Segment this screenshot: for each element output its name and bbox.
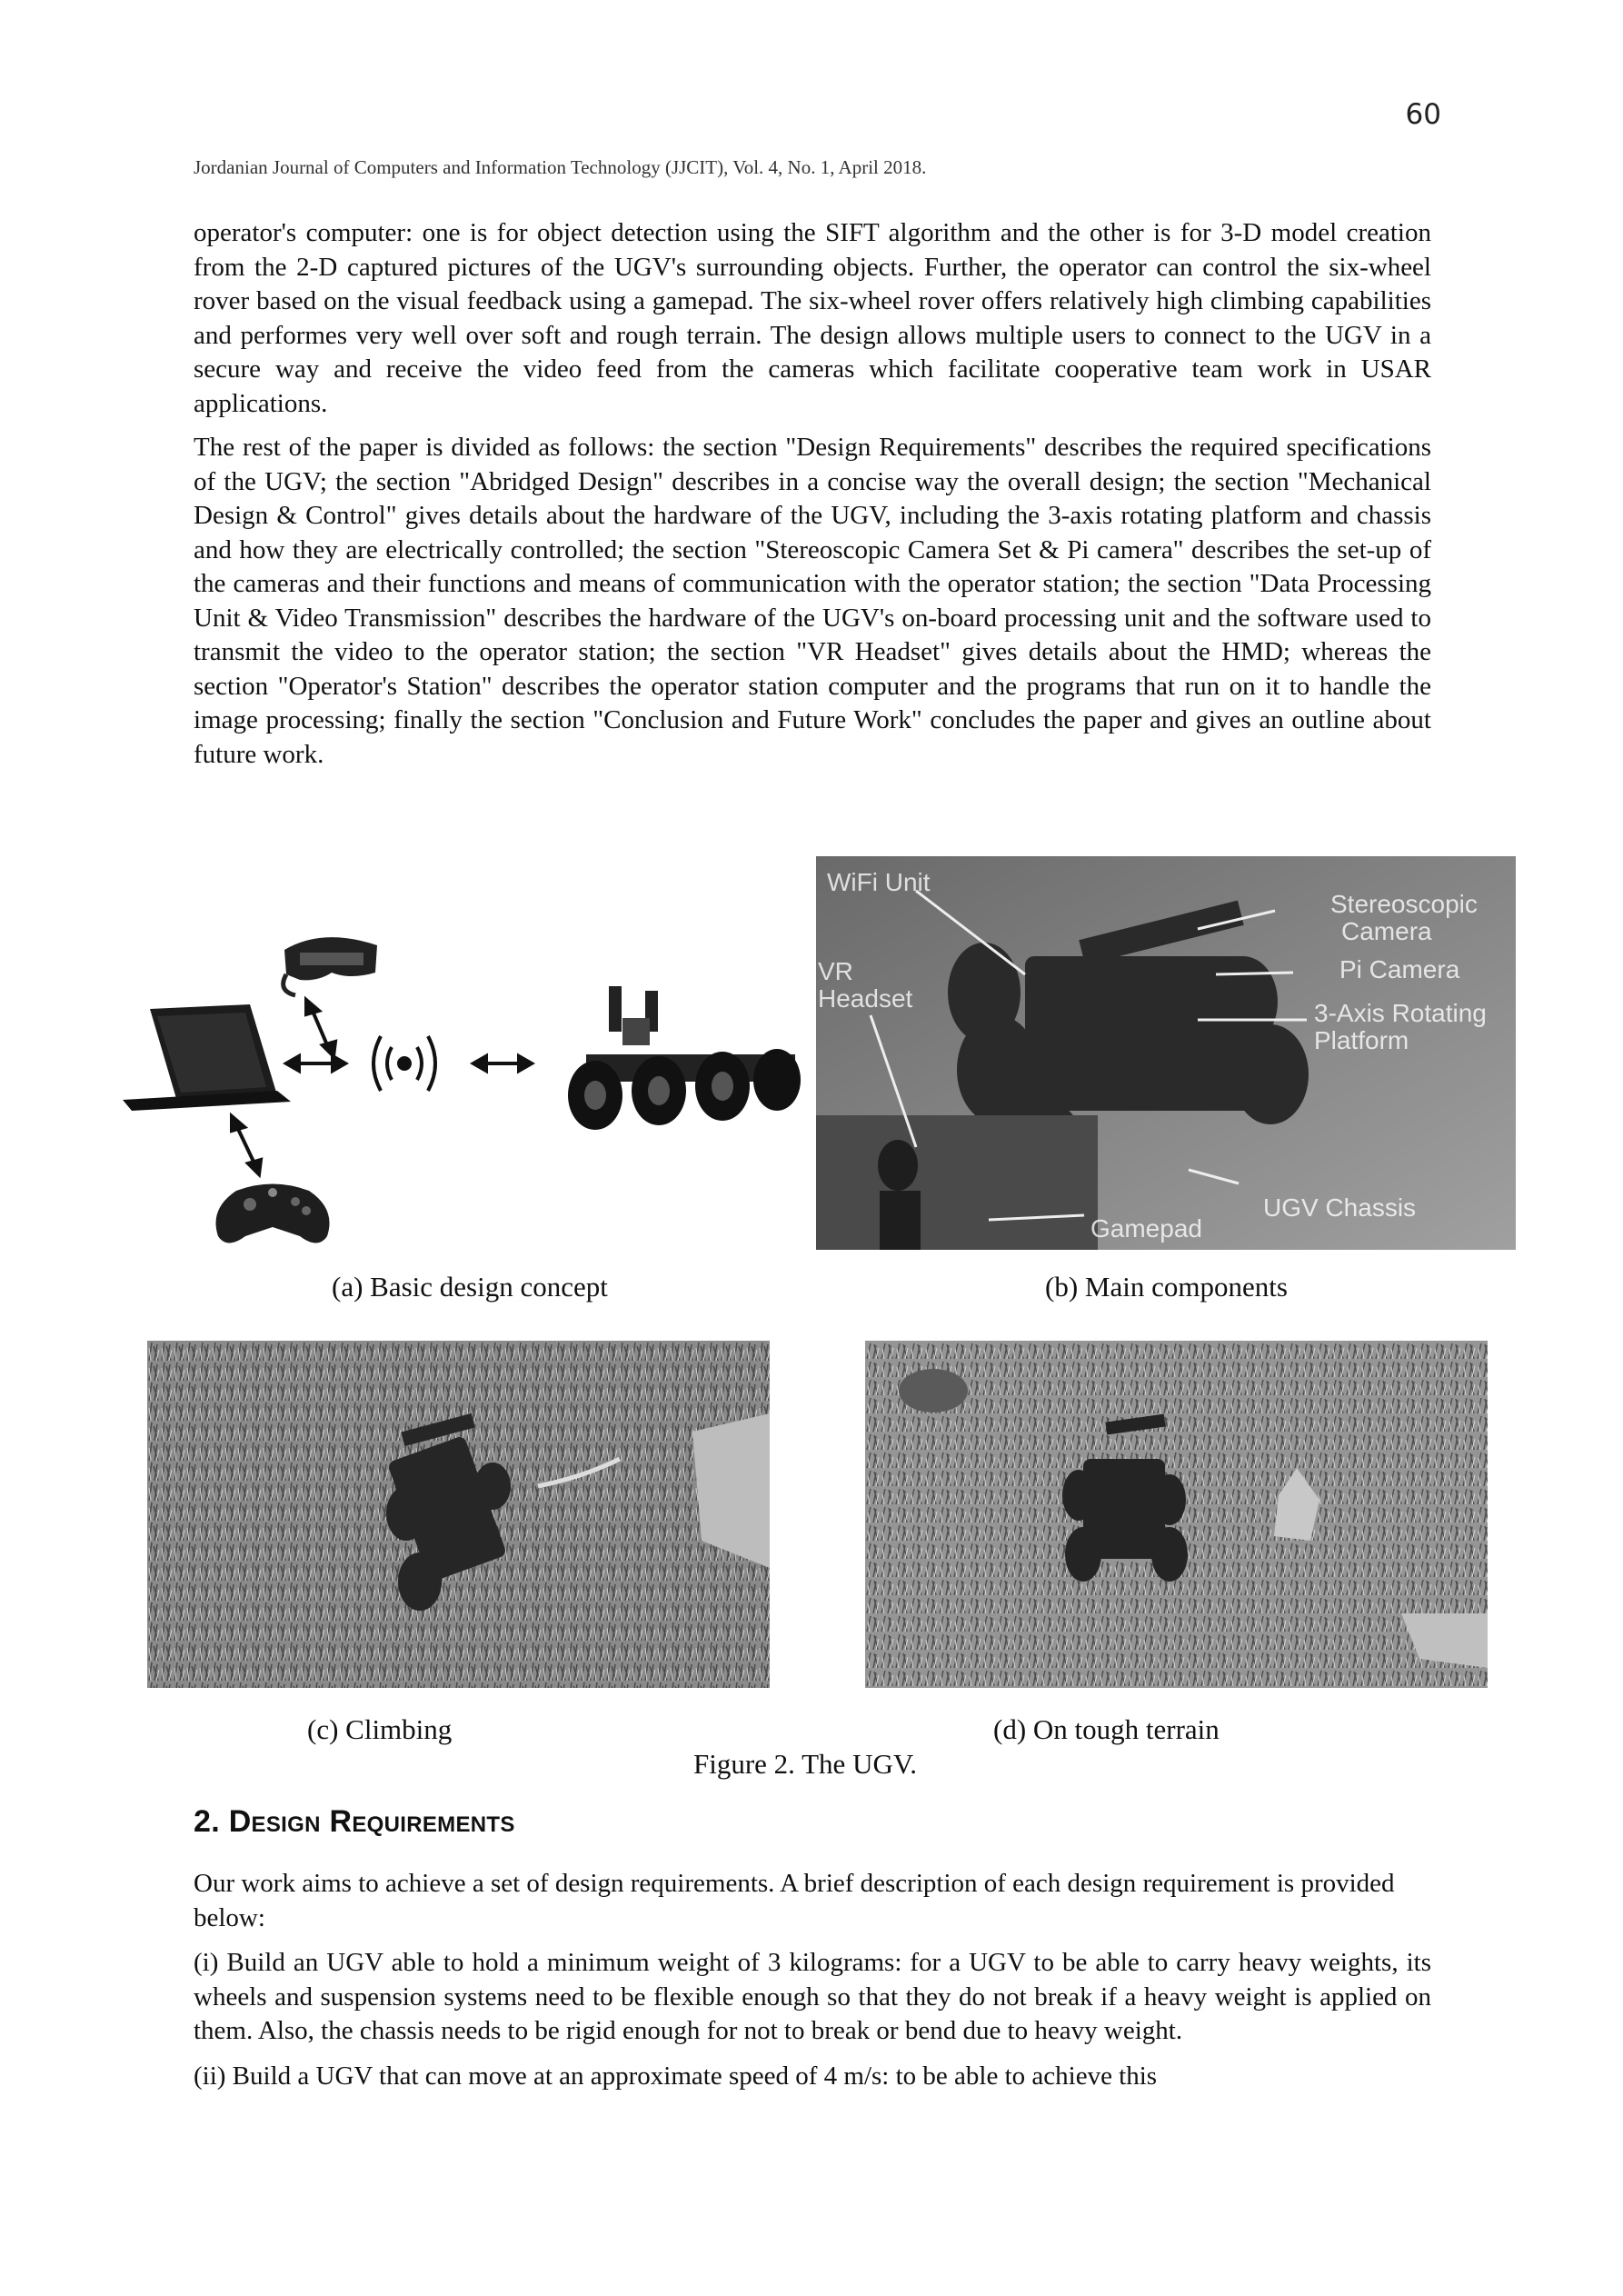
caption-d: (d) On tough terrain <box>993 1713 1220 1745</box>
section-heading: 2. Design Requirements <box>194 1804 515 1839</box>
arrow-laptop-headset <box>306 1000 335 1056</box>
label-stereoscopic-line2: Camera <box>1341 917 1432 945</box>
arrow-laptop-gamepad <box>232 1116 261 1174</box>
section-paragraph-2: (i) Build an UGV able to hold a minimum weight of 3 kilograms: for a UGV to be able to carry heavy weights, its wheels and suspension systems need to be flexible enough so that they do not break if a heavy weight is applied on them. Also, the chassis needs to be rigid enough for not to break or bend due to heavy weight. <box>194 1948 1431 2045</box>
label-vr-line2: Headset <box>818 984 913 1013</box>
label-3-axis-line1: 3-Axis Rotating <box>1314 999 1487 1027</box>
vr-headset-icon <box>284 937 377 995</box>
label-vr-line1: VR <box>818 957 853 985</box>
intro-paragraph-1: operator's computer: one is for object detection using the SIFT algorithm and the other is for 3-D model creation from the 2-D captured pictures of the UGV's surrounding objects. Further, the operator can control the six-wheel rover based on the visual feedback using a gamepad. The six-wheel rover offers relatively high climbing capabilities and performes very well over soft and rough terrain. The design allows multiple users to connect to the UGV in a secure way and receive the video feed from the cameras which facilitate cooperative team work in USAR applications. <box>194 218 1431 418</box>
figure-title: Figure 2. The UGV. <box>693 1748 917 1780</box>
rover-icon <box>568 986 801 1130</box>
label-pi-camera: Pi Camera <box>1339 955 1460 983</box>
intro-paragraph-2: The rest of the paper is divided as follows: the section "Design Requirements" describes the required specifications of the UGV; the section "Abridged Design" describes in a concise way the overall design; the section "Mechanical Design & Control" gives details about the hardware of the UGV, including the 3-axis rotating platform and chassis and how they are electrically controlled; the section "Stereoscopic Camera Set & Pi camera" describes the set-up of the cameras and their functions and means of communication with the operator station; the section "Data Processing Unit & Video Transmission" describes the hardware of the UGV's on-board processing unit and the software used to transmit the video to the operator station; the section "VR Headset" gives details about the HMD; whereas the section "Operator's Station" describes the operator station computer and the programs that run on it to handle the image processing; finally the section "Conclusion and Future Work" concludes the paper and gives an outline about future work. <box>194 433 1431 769</box>
figure-b-photo <box>816 856 1516 1250</box>
label-gamepad: Gamepad <box>1090 1214 1202 1243</box>
label-ugv-chassis: UGV Chassis <box>1263 1193 1417 1222</box>
arrow-laptop-signal <box>286 1056 345 1071</box>
figure-c-photo <box>147 1341 770 1688</box>
intro-text <box>194 216 1431 772</box>
figure-a-diagram <box>114 909 827 1273</box>
section-paragraph-3: (ii) Build a UGV that can move at an approximate speed of 4 m/s: to be able to achieve this <box>194 2061 1158 2091</box>
wireless-signal-icon <box>373 1036 435 1091</box>
caption-b: (b) Main components <box>1045 1271 1288 1303</box>
figure-d-photo <box>865 1341 1488 1688</box>
label-3-axis-line2: Platform <box>1314 1026 1409 1054</box>
section-text <box>194 1867 1431 2093</box>
label-stereoscopic-line1: Stereoscopic <box>1330 890 1478 918</box>
page-number: 60 <box>1405 98 1441 131</box>
gamepad-icon <box>216 1184 330 1243</box>
running-header: Jordanian Journal of Computers and Information Technology (JJCIT), Vol. 4, No. 1, April 2018. <box>194 156 927 178</box>
arrow-signal-rover <box>473 1056 532 1071</box>
caption-c: (c) Climbing <box>307 1713 453 1745</box>
label-wifi-unit: WiFi Unit <box>827 868 931 896</box>
section-paragraph-1: Our work aims to achieve a set of design requirements. A brief description of each design requirement is provided below: <box>194 1869 1395 1932</box>
laptop-icon <box>123 1004 291 1111</box>
caption-a: (a) Basic design concept <box>332 1271 608 1303</box>
